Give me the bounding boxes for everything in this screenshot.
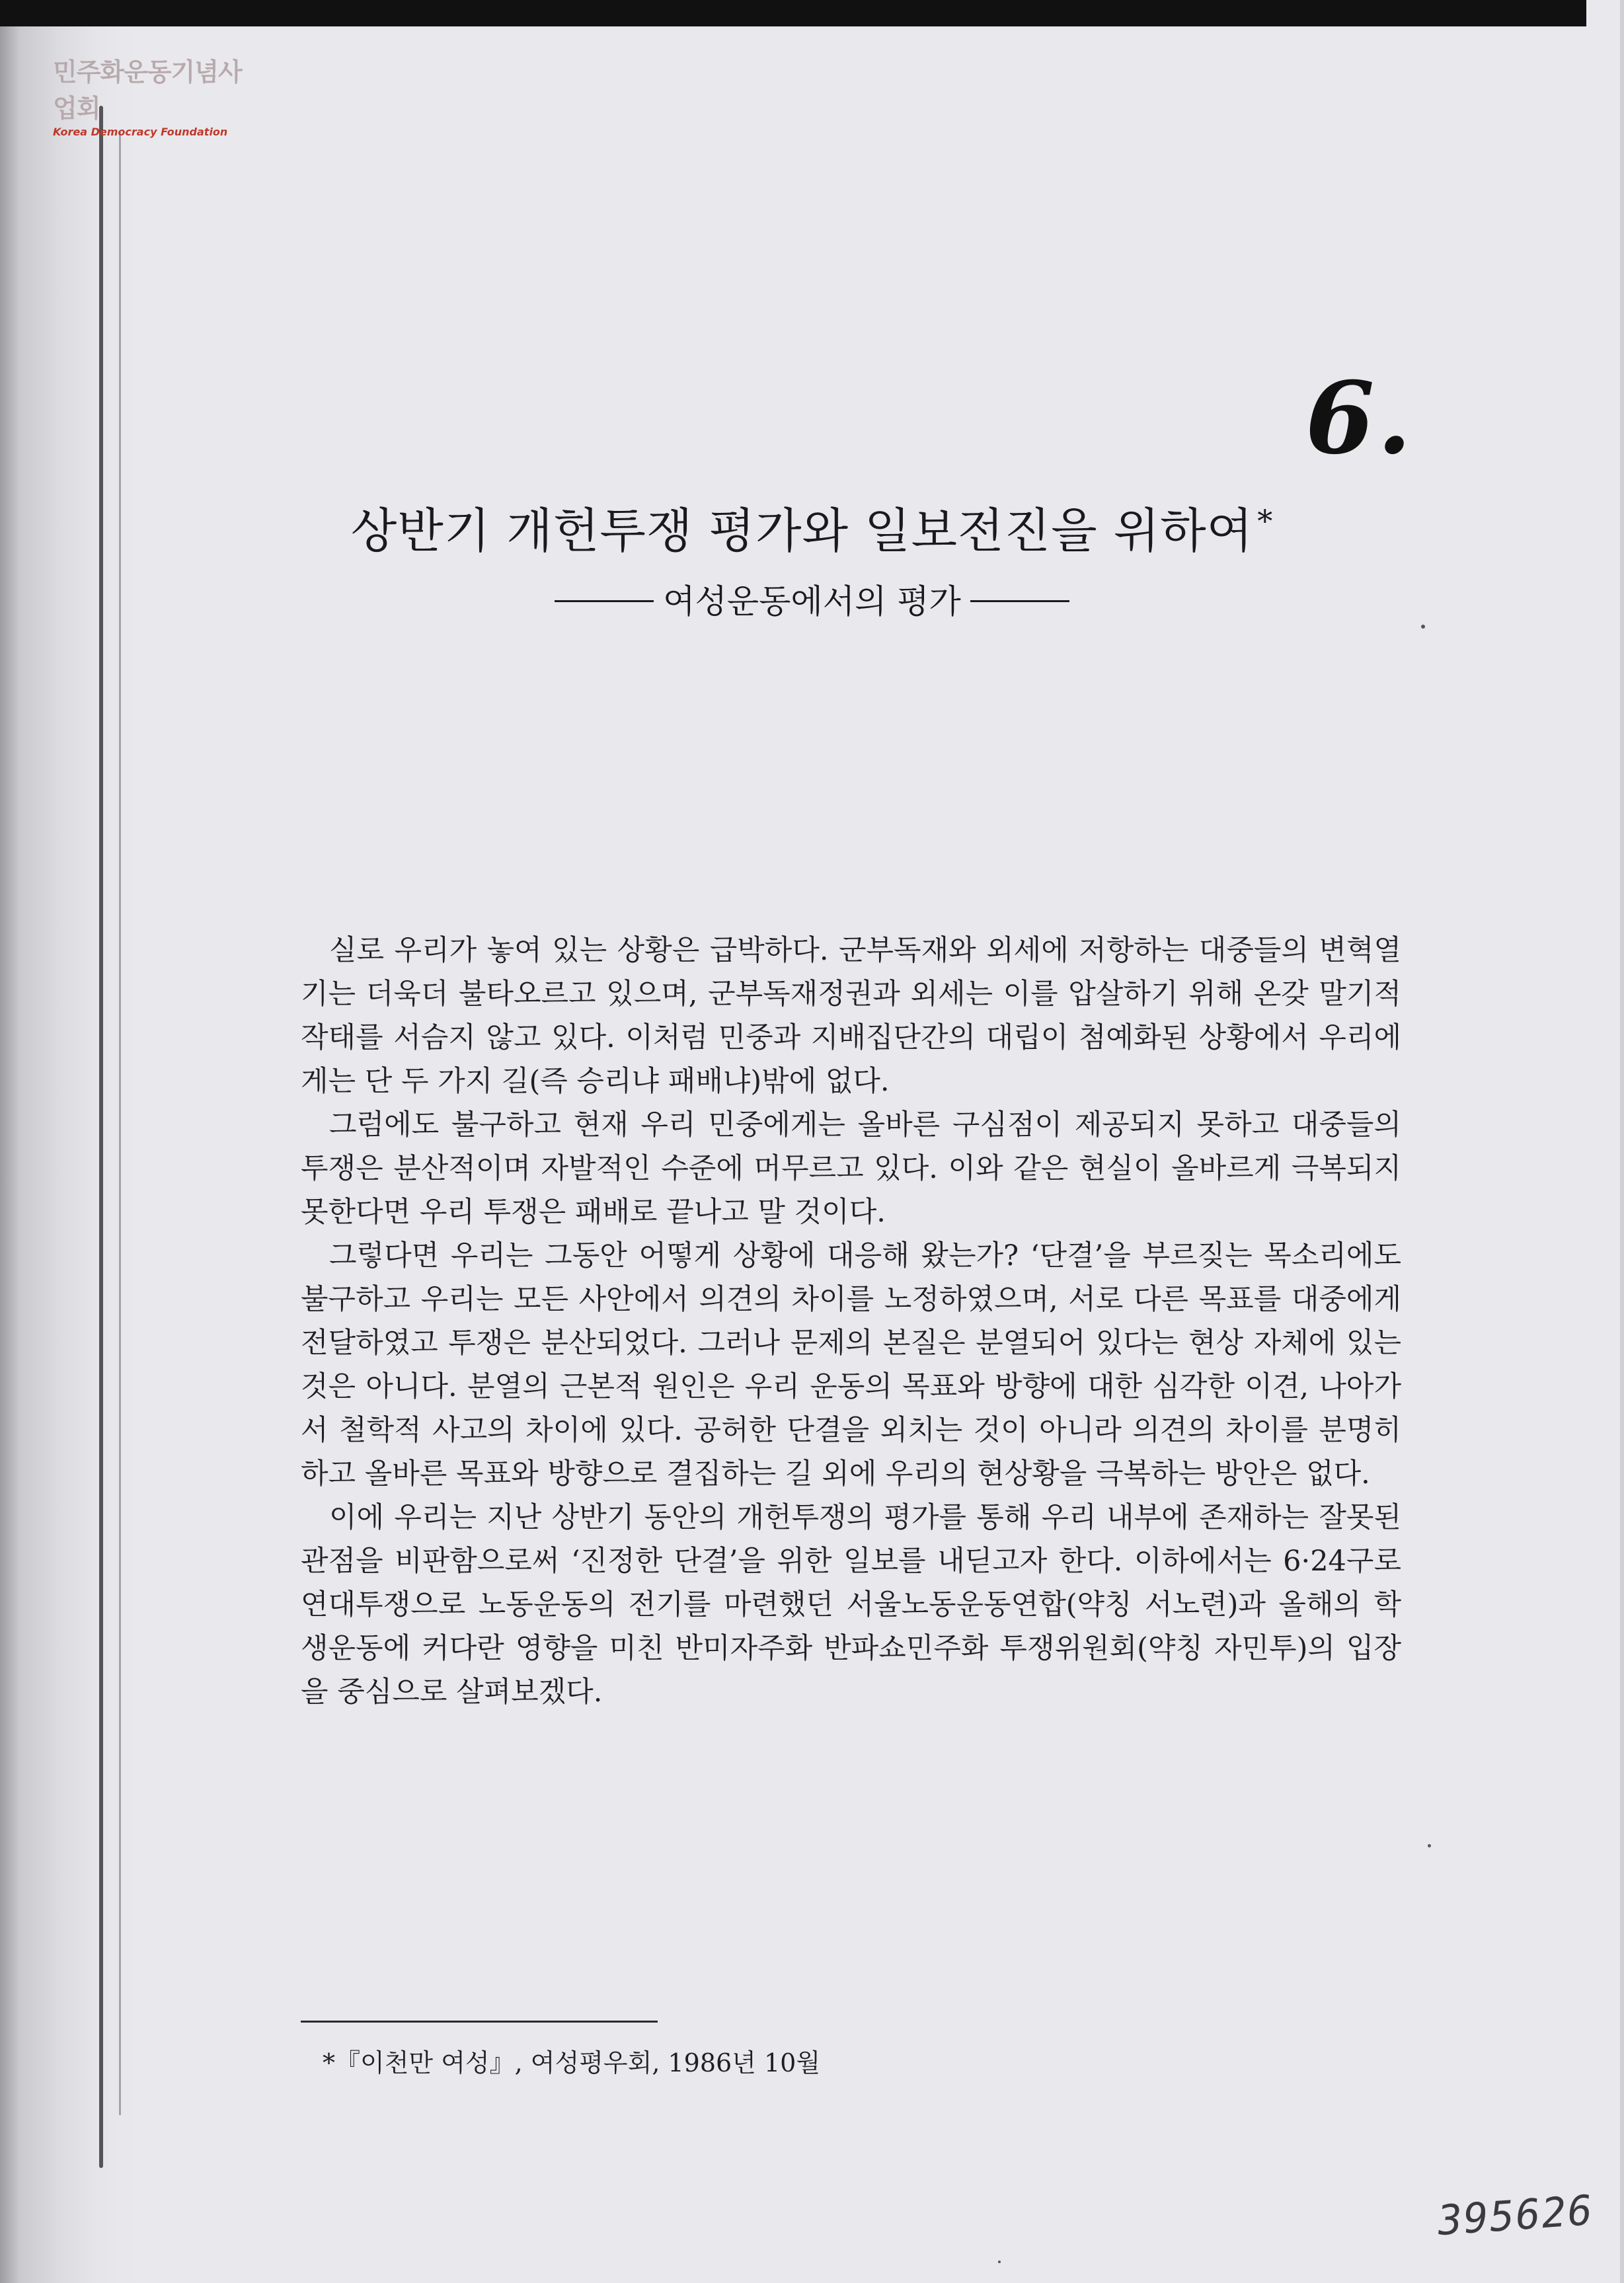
subtitle-text: 여성운동에서의 평가 <box>663 582 961 621</box>
binding-shadow <box>0 26 139 2283</box>
scan-right-edge <box>1620 0 1624 2283</box>
subtitle-dash-left <box>555 600 654 602</box>
paragraph: 이에 우리는 지난 상반기 동안의 개헌투쟁의 평가를 통해 우리 내부에 존재하는 잘못된 관점을 비판함으로써 ‘진정한 단결’을 위한 일보를 내딛고자 한다. 이하에서는 6·24구로연대투쟁으로 노동운동의 전기를 마련했던 서울노동운동연합(약칭 서노련)과 올해의 학생운동에 커다란 영향을 미친 반미자주화 반파쇼민주화 투쟁위원회(약칭 자민투)의 입장을 중심으로 살펴보겠다. <box>301 1501 1401 1709</box>
subtitle-dash-right <box>970 600 1069 602</box>
paragraph: 그렇다면 우리는 그동안 어떻게 상황에 대응해 왔는가? ‘단결’을 부르짖는 목소리에도 불구하고 우리는 모든 사안에서 의견의 차이를 노정하였으며, 서로 다른 목표를 대중에게 전달하였고 투쟁은 분산되었다. 그러나 문제의 본질은 분열되어 있다는 현상 자체에 있는 것은 아니다. 분열의 근본적 원인은 우리 운동의 목표와 방향에 대한 심각한 이견, 나아가서 철학적 사고의 차이에 있다. 공허한 단결을 외치는 것이 아니라 의견의 차이를 분명히 하고 올바른 목표와 방향으로 결집하는 길 외에 우리의 현상황을 극복하는 방안은 없다. <box>301 1239 1401 1490</box>
footnote-rule <box>301 2021 658 2023</box>
scan-speck <box>1428 1844 1431 1847</box>
footnote: *『이천만 여성』, 여성평우회, 1986년 10월 <box>323 2048 821 2077</box>
watermark-english: Korea Democracy Foundation <box>53 126 228 138</box>
handwritten-page-id: 395626 <box>1436 2185 1596 2245</box>
spine-line-secondary <box>119 132 121 2115</box>
title-footnote-marker: * <box>1257 503 1274 539</box>
paragraph: 그럼에도 불구하고 현재 우리 민중에게는 올바른 구심점이 제공되지 못하고 대중들의 투쟁은 분산적이며 자발적인 수준에 머무르고 있다. 이와 같은 현실이 올바르게 극복되지 못한다면 우리 투쟁은 패배로 끝나고 말 것이다. <box>301 1108 1401 1229</box>
scan-speck <box>998 2261 1001 2263</box>
title-text: 상반기 개헌투쟁 평가와 일보전진을 위하여 <box>350 503 1254 559</box>
watermark-logo <box>53 52 264 138</box>
paragraph: 실로 우리가 놓여 있는 상황은 급박하다. 군부독재와 외세에 저항하는 대중들의 변혁열기는 더욱더 불타오르고 있으며, 군부독재정권과 외세는 이를 압살하기 위해 온갖 말기적 작태를 서슴지 않고 있다. 이처럼 민중과 지배집단간의 대립이 첨예화된 상황에서 우리에게는 단 두 가지 길(즉 승리냐 패배냐)밖에 없다. <box>301 934 1401 1098</box>
page-subtitle <box>0 575 1624 623</box>
watermark-korean: 민주화운동기념사업회 <box>53 58 242 123</box>
scan-speck <box>1421 625 1425 629</box>
page-title <box>0 492 1624 561</box>
body-text <box>301 929 1401 1714</box>
spine-line <box>99 106 103 2168</box>
scan-top-border <box>0 0 1586 26</box>
chapter-number: 6. <box>1305 360 1414 477</box>
